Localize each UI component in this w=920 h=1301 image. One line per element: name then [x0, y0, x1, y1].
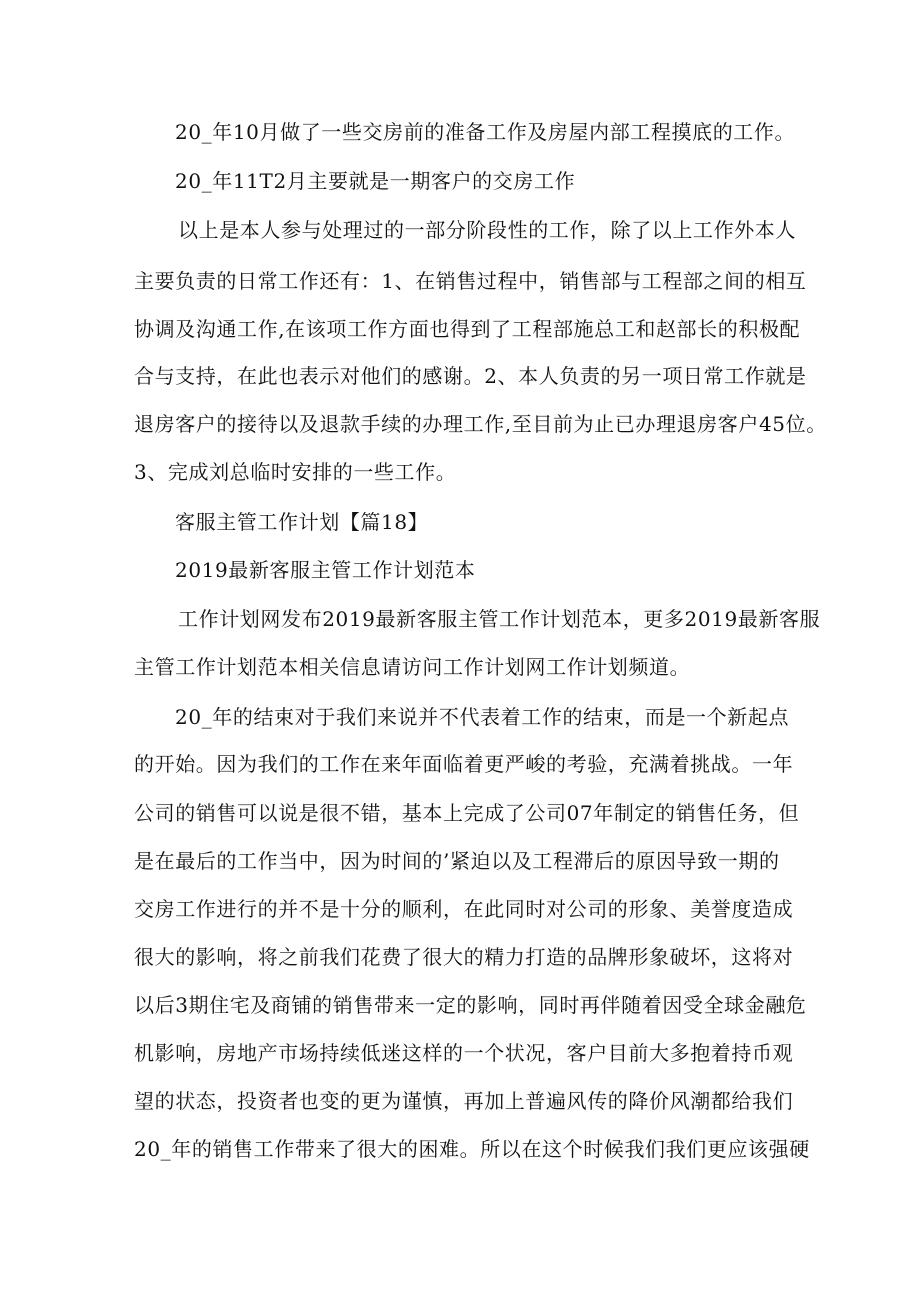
text-line: 退房客户的接待以及退款手续的办理工作,至目前为止已办理退房客户45位。: [134, 412, 827, 436]
document-title: 2019最新客服主管工作计划范本: [175, 558, 476, 582]
section-heading: 客服主管工作计划【篇18】: [175, 510, 429, 534]
text-line: 公司的销售可以说是很不错，基本上完成了公司07年制定的销售任务，但: [134, 801, 800, 825]
text-line: 20_年10月做了一些交房前的准备工作及房屋内部工程摸底的工作。: [175, 120, 796, 144]
text-line: 20_年的销售工作带来了很大的困难。所以在这个时候我们我们更应该强硬: [134, 1137, 810, 1161]
text-line: 20_年的结束对于我们来说并不代表着工作的结束，而是一个新起点: [175, 705, 790, 729]
text-line: 协调及沟通工作,在该项工作方面也得到了工程部施总工和赵部长的积极配: [134, 317, 801, 341]
text-line: 主管工作计划范本相关信息请访问工作计划网工作计划频道。: [134, 655, 691, 679]
text-line: 合与支持，在此也表示对他们的感谢。2、本人负责的另一项日常工作就是: [134, 364, 807, 388]
text-line: 交房工作进行的并不是十分的顺利，在此同时对公司的形象、美誉度造成: [134, 897, 794, 921]
text-line: 以上是本人参与处理过的一部分阶段性的工作，除了以上工作外本人: [178, 218, 796, 242]
text-line: 主要负责的日常工作还有：1、在销售过程中，销售部与工程部之间的相互: [134, 269, 807, 293]
text-line: 工作计划网发布2019最新客服主管工作计划范本，更多2019最新客服: [178, 607, 821, 631]
text-line: 机影响，房地产市场持续低迷这样的一个状况，客户目前大多抱着持币观: [134, 1041, 794, 1065]
text-line: 3、完成刘总临时安排的一些工作。: [134, 460, 457, 484]
text-line: 的开始。因为我们的工作在来年面临着更严峻的考验，充满着挑战。一年: [134, 752, 794, 776]
text-line: 以后3期住宅及商铺的销售带来一定的影响，同时再伴随着因受全球金融危: [134, 993, 807, 1017]
text-line: 20_年11T2月主要就是一期客户的交房工作: [175, 169, 576, 193]
text-line: 望的状态，投资者也变的更为谨慎，再加上普遍风传的降价风潮都给我们: [134, 1089, 794, 1113]
text-line: 很大的影响，将之前我们花费了很大的精力打造的品牌形象破坏，这将对: [134, 945, 794, 969]
text-line: 是在最后的工作当中，因为时间的’紧迫以及工程滞后的原因导致一期的: [134, 849, 780, 873]
